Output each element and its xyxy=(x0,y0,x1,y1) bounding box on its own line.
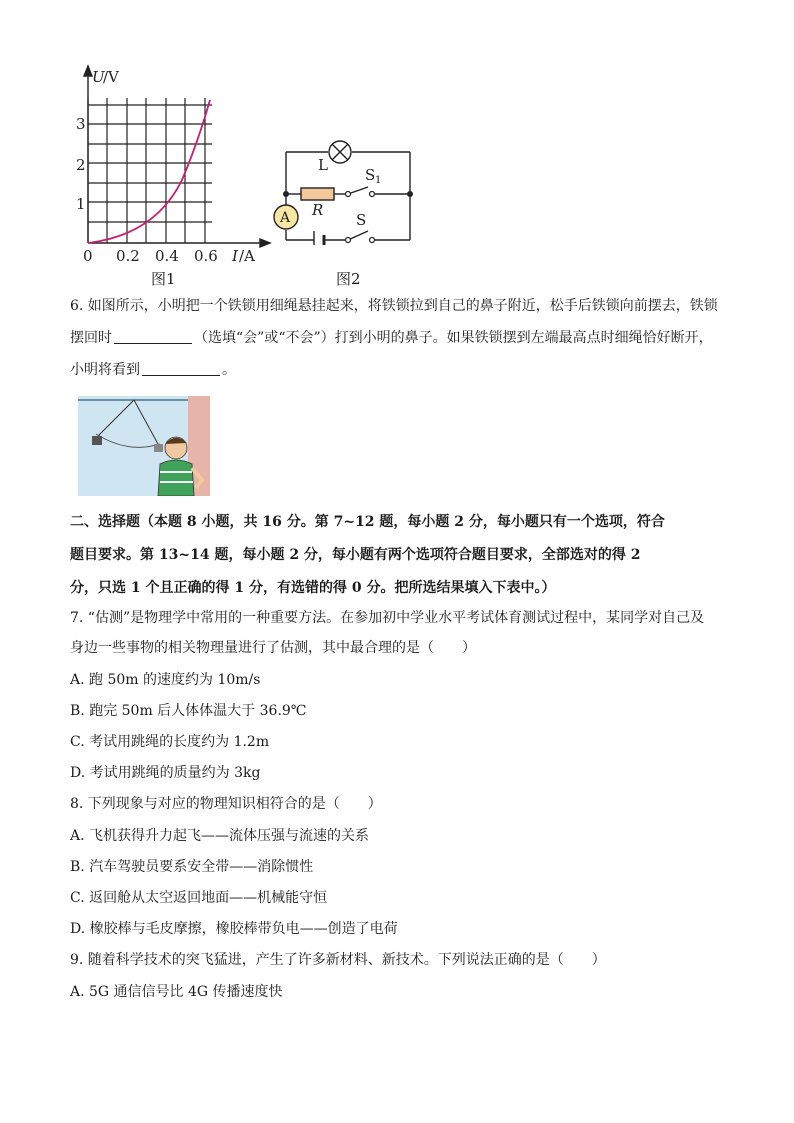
q7-option-c: C. 考试用跳绳的长度约为 1.2m xyxy=(70,734,270,750)
q6-line3 xyxy=(70,360,236,380)
q8-option-d: D. 橡胶棒与毛皮摩擦，橡胶棒带负电——创造了电荷 xyxy=(70,921,398,937)
figure1-caption: 图1 xyxy=(151,270,176,288)
resistor-symbol xyxy=(301,188,334,200)
y-tick-1: 1 xyxy=(76,195,86,213)
resistor-label: R xyxy=(312,201,324,219)
graph-grid xyxy=(88,98,212,243)
q6-blank-1 xyxy=(114,329,192,344)
figure2-circuit xyxy=(268,135,418,245)
q8-option-b: B. 汽车驾驶员要系安全带——消除惯性 xyxy=(70,859,314,875)
q6-line2-a: 摆回时 xyxy=(70,330,112,346)
y-axis-label-unit: /V xyxy=(103,68,119,86)
y-axis-label-symbol: U xyxy=(92,68,105,86)
q7-line1: 7. “估测”是物理学中常用的一种重要方法。在参加初中学业水平考试体育测试过程中，某同学对自己及 xyxy=(70,610,705,626)
q6-line2-b: （选填“会”或“不会”）打到小明的鼻子。如果铁锁摆到左端最高点时细绳恰好断开， xyxy=(194,330,713,346)
figure2-caption: 图2 xyxy=(336,270,361,288)
q9-option-a: A. 5G 通信信号比 4G 传播速度快 xyxy=(70,984,283,1000)
x-tick-0: 0 xyxy=(83,247,93,265)
q8-stem: 8. 下列现象与对应的物理知识相符合的是（ ） xyxy=(70,796,382,812)
section2-line1: 二、选择题（本题 8 小题，共 16 分。第 7~12 题，每小题 2 分，每小题只有一个选项，符合 xyxy=(70,514,665,530)
q6-line3-a: 小明将看到 xyxy=(70,362,140,378)
q6-line2 xyxy=(70,328,713,348)
q6-line3-b: 。 xyxy=(222,362,236,378)
battery-symbol xyxy=(314,231,324,245)
q8-option-a: A. 飞机获得升力起飞——流体压强与流速的关系 xyxy=(70,828,370,844)
switch1-label: S xyxy=(365,166,376,184)
lamp-label: L xyxy=(318,156,328,174)
y-axis-arrow xyxy=(84,66,92,76)
switch1-subscript: 1 xyxy=(375,175,382,186)
y-tick-3: 3 xyxy=(76,115,86,133)
switch-label: S xyxy=(356,211,367,229)
x-tick-06: 0.6 xyxy=(194,247,218,265)
ammeter-label: A xyxy=(280,210,291,226)
q7-line2: 身边一些事物的相关物理量进行了估测，其中最合理的是（ ） xyxy=(70,640,476,656)
q7-option-b: B. 跑完 50m 后人体体温大于 36.9℃ xyxy=(70,703,307,719)
x-axis-label-unit: /A xyxy=(239,247,255,265)
section2-line2: 题目要求。第 13~14 题，每小题 2 分，每小题有两个选项符合题目要求，全部选对的得 2 xyxy=(70,547,641,563)
figure1-graph xyxy=(60,60,280,270)
q6-blank-2 xyxy=(142,361,220,376)
q9-stem: 9. 随着科学技术的突飞猛进，产生了许多新材料、新技术。下列说法正确的是（ ） xyxy=(70,952,606,968)
q8-option-c: C. 返回舱从太空返回地面——机械能守恒 xyxy=(70,890,328,906)
x-tick-02: 0.2 xyxy=(116,247,140,265)
q6-line1: 6. 如图所示，小明把一个铁锁用细绳悬挂起来，将铁锁拉到自己的鼻子附近，松手后铁锁向前摆去，铁锁 xyxy=(70,298,718,314)
x-tick-04: 0.4 xyxy=(155,247,179,265)
x-axis-label-symbol: I xyxy=(232,247,238,265)
q7-option-a: A. 跑 50m 的速度约为 10m/s xyxy=(70,672,261,688)
section2-line3: 分，只选 1 个且正确的得 1 分，有选错的得 0 分。把所选结果填入下表中。） xyxy=(70,580,556,596)
pendulum-illustration xyxy=(78,396,210,496)
q7-option-d: D. 考试用跳绳的质量约为 3kg xyxy=(70,765,261,781)
lamp-symbol xyxy=(329,141,351,163)
y-tick-2: 2 xyxy=(76,156,86,174)
